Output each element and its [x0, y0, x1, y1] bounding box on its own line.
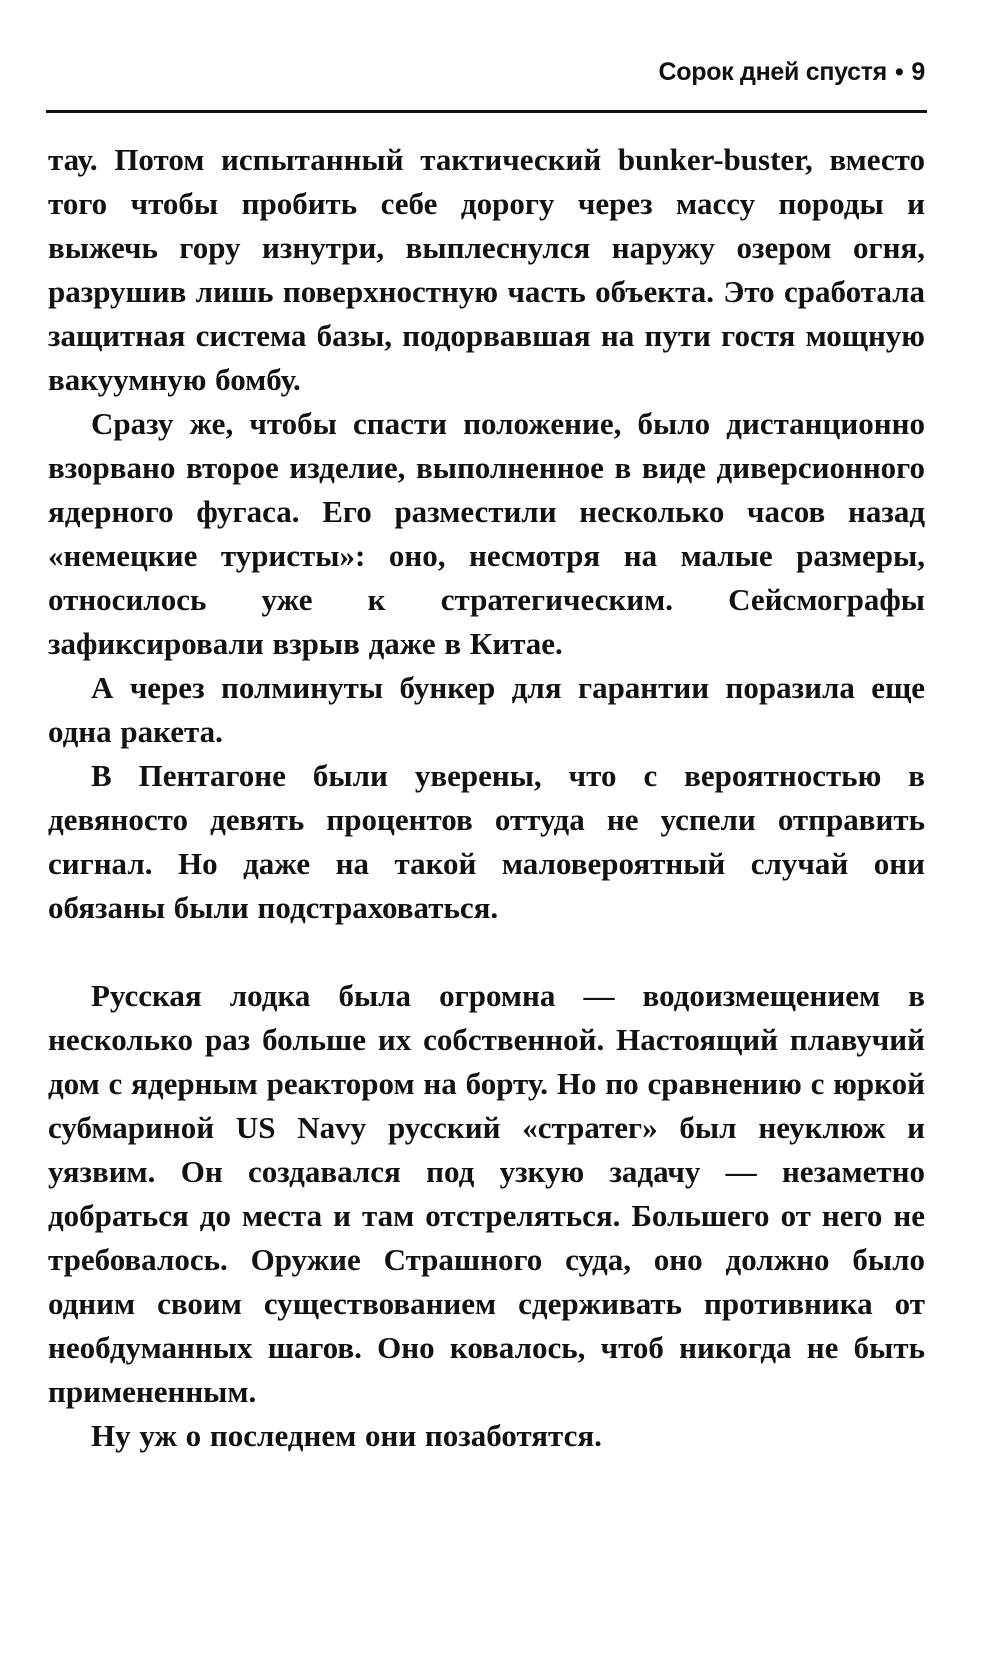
- paragraph: В Пентагоне были уверены, что с вероятностью в девяносто девять процентов оттуда не успели отправить сигнал. Но даже на такой маловероятный случай они обязаны были подстраховаться.: [48, 758, 925, 925]
- running-header: [48, 58, 925, 87]
- header-separator: •: [894, 58, 904, 86]
- body-text: [48, 138, 925, 1458]
- paragraph: Сразу же, чтобы спасти положение, было дистанционно взорвано второе изделие, выполненное в виде диверсионного ядерного фугаса. Его разместили несколько часов назад «немецкие туристы»: оно, несмотря на малые размеры, относилось уже к стратегическим. Сейсмографы зафиксировали взрыв даже в Китае.: [48, 406, 925, 661]
- header-rule: [46, 110, 927, 113]
- running-title: Сорок дней спустя: [658, 58, 887, 86]
- paragraph: Ну уж о последнем они позаботятся.: [91, 1418, 602, 1453]
- paragraph: А через полминуты бункер для гарантии поразила еще одна ракета.: [48, 670, 925, 749]
- page-number: 9: [911, 58, 925, 86]
- paragraph: Русская лодка была огромна — водоизмещением в несколько раз больше их собственной. Настоящий плавучий дом с ядерным реактором на борту. Но по сравнению с юркой субмариной US Navy русский «стратег» был неуклюж и уязвим. Он создавался под узкую задачу — незаметно добраться до места и там отстреляться. Большего от него не требовалось. Оружие Страшного суда, оно должно было одним своим существованием сдерживать противника от необдуманных шагов. Оно ковалось, чтоб никогда не быть примененным.: [48, 978, 925, 1409]
- paragraph: тау. Потом испытанный тактический bunker-buster, вместо того чтобы пробить себе дорогу через массу породы и выжечь гору изнутри, выплеснулся наружу озером огня, разрушив лишь поверхностную часть объекта. Это сработала защитная система базы, подорвавшая на пути гостя мощную вакуумную бомбу.: [48, 142, 925, 397]
